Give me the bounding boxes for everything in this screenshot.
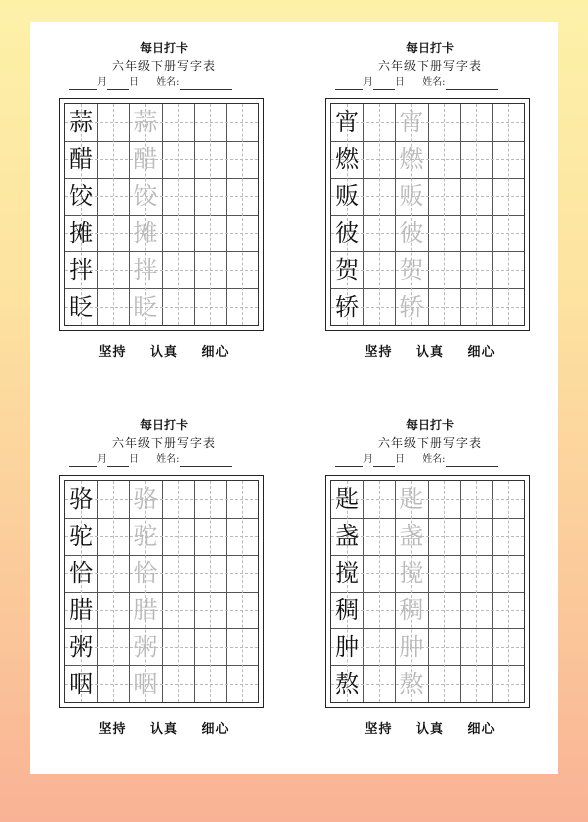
month-blank[interactable] — [335, 79, 363, 90]
day-label: 日 — [129, 454, 139, 465]
card-title: 每日打卡 — [405, 418, 454, 432]
card-subtitle: 六年级下册写字表 — [111, 436, 216, 450]
month-blank[interactable] — [335, 456, 363, 467]
card-title: 每日打卡 — [405, 41, 454, 55]
date-name-line — [69, 76, 269, 90]
day-label: 日 — [395, 77, 405, 88]
trace-character: 驼 — [133, 522, 158, 551]
grid-row — [65, 555, 258, 592]
model-character: 匙 — [335, 485, 360, 514]
grid-row — [65, 251, 258, 288]
trace-character: 眨 — [133, 292, 158, 321]
trace-character: 稠 — [399, 595, 424, 624]
card-subtitle: 六年级下册写字表 — [111, 59, 216, 73]
month-label: 月 — [363, 454, 373, 465]
day-label: 日 — [129, 77, 139, 88]
date-name-line — [335, 76, 535, 90]
model-character: 骆 — [69, 485, 94, 514]
grid-row — [331, 141, 524, 178]
trace-character: 燃 — [399, 145, 424, 174]
name-blank[interactable] — [446, 79, 498, 90]
practice-card-4 — [325, 417, 535, 737]
name-label: 姓名: — [156, 77, 180, 88]
month-label: 月 — [97, 77, 107, 88]
trace-character: 肿 — [399, 632, 424, 661]
trace-character: 贺 — [399, 255, 424, 284]
model-character: 粥 — [69, 632, 94, 661]
practice-card-3 — [59, 417, 269, 737]
model-character: 蒜 — [69, 108, 94, 137]
trace-character: 咽 — [133, 669, 158, 698]
name-blank[interactable] — [180, 456, 232, 467]
grid-row — [65, 592, 258, 629]
trace-character: 醋 — [133, 145, 158, 174]
motto: 坚持 认真 细心 — [98, 722, 230, 737]
trace-character: 拌 — [133, 255, 158, 284]
name-blank[interactable] — [446, 456, 498, 467]
trace-character: 宵 — [399, 108, 424, 137]
model-character: 熬 — [335, 669, 360, 698]
model-character: 贩 — [335, 182, 360, 211]
trace-character: 贩 — [399, 182, 424, 211]
card-title: 每日打卡 — [139, 418, 188, 432]
trace-character: 摊 — [133, 218, 158, 247]
grid-row — [331, 251, 524, 288]
motto: 坚持 认真 细心 — [364, 345, 496, 360]
trace-character: 腊 — [133, 595, 158, 624]
grid-row — [331, 481, 524, 518]
model-character: 宵 — [335, 108, 360, 137]
grid-row — [331, 628, 524, 665]
model-character: 摊 — [69, 218, 94, 247]
month-blank[interactable] — [69, 456, 97, 467]
trace-character: 彼 — [399, 218, 424, 247]
model-character: 饺 — [69, 182, 94, 211]
trace-character: 轿 — [399, 292, 424, 321]
grid-row — [65, 215, 258, 252]
practice-card-2 — [325, 40, 535, 360]
date-name-line — [335, 453, 535, 467]
grid-row — [331, 665, 524, 702]
month-blank[interactable] — [69, 79, 97, 90]
model-character: 搅 — [335, 559, 360, 588]
grid-row — [65, 288, 258, 325]
trace-character: 蒜 — [133, 108, 158, 137]
practice-card-1 — [59, 40, 269, 360]
model-character: 腊 — [69, 595, 94, 624]
grid-row — [331, 555, 524, 592]
grid-row — [65, 104, 258, 141]
day-label: 日 — [395, 454, 405, 465]
card-subtitle: 六年级下册写字表 — [377, 59, 482, 73]
model-character: 燃 — [335, 145, 360, 174]
month-label: 月 — [363, 77, 373, 88]
grid-row — [331, 288, 524, 325]
model-character: 轿 — [335, 292, 360, 321]
grid-row — [65, 141, 258, 178]
writing-grid — [325, 98, 530, 331]
grid-row — [65, 628, 258, 665]
trace-character: 盏 — [399, 522, 424, 551]
name-blank[interactable] — [180, 79, 232, 90]
trace-character: 搅 — [399, 559, 424, 588]
trace-character: 恰 — [133, 559, 158, 588]
day-blank[interactable] — [107, 79, 129, 90]
card-subtitle: 六年级下册写字表 — [377, 436, 482, 450]
model-character: 稠 — [335, 595, 360, 624]
grid-row — [331, 178, 524, 215]
model-character: 咽 — [69, 669, 94, 698]
model-character: 眨 — [69, 292, 94, 321]
name-label: 姓名: — [422, 454, 446, 465]
motto: 坚持 认真 细心 — [364, 722, 496, 737]
month-label: 月 — [97, 454, 107, 465]
day-blank[interactable] — [373, 456, 395, 467]
name-label: 姓名: — [156, 454, 180, 465]
day-blank[interactable] — [373, 79, 395, 90]
grid-row — [65, 481, 258, 518]
trace-character: 熬 — [399, 669, 424, 698]
writing-grid — [59, 475, 264, 708]
motto: 坚持 认真 细心 — [98, 345, 230, 360]
model-character: 拌 — [69, 255, 94, 284]
grid-row — [65, 518, 258, 555]
writing-grid — [325, 475, 530, 708]
worksheet-page — [30, 22, 558, 774]
model-character: 驼 — [69, 522, 94, 551]
date-name-line — [69, 453, 269, 467]
grid-row — [331, 215, 524, 252]
grid-row — [65, 178, 258, 215]
model-character: 恰 — [69, 559, 94, 588]
trace-character: 骆 — [133, 485, 158, 514]
trace-character: 饺 — [133, 182, 158, 211]
name-label: 姓名: — [422, 77, 446, 88]
day-blank[interactable] — [107, 456, 129, 467]
model-character: 肿 — [335, 632, 360, 661]
trace-character: 粥 — [133, 632, 158, 661]
grid-row — [331, 104, 524, 141]
model-character: 彼 — [335, 218, 360, 247]
model-character: 醋 — [69, 145, 94, 174]
card-title: 每日打卡 — [139, 41, 188, 55]
grid-row — [331, 592, 524, 629]
grid-row — [331, 518, 524, 555]
trace-character: 匙 — [399, 485, 424, 514]
writing-grid — [59, 98, 264, 331]
model-character: 贺 — [335, 255, 360, 284]
model-character: 盏 — [335, 522, 360, 551]
grid-row — [65, 665, 258, 702]
